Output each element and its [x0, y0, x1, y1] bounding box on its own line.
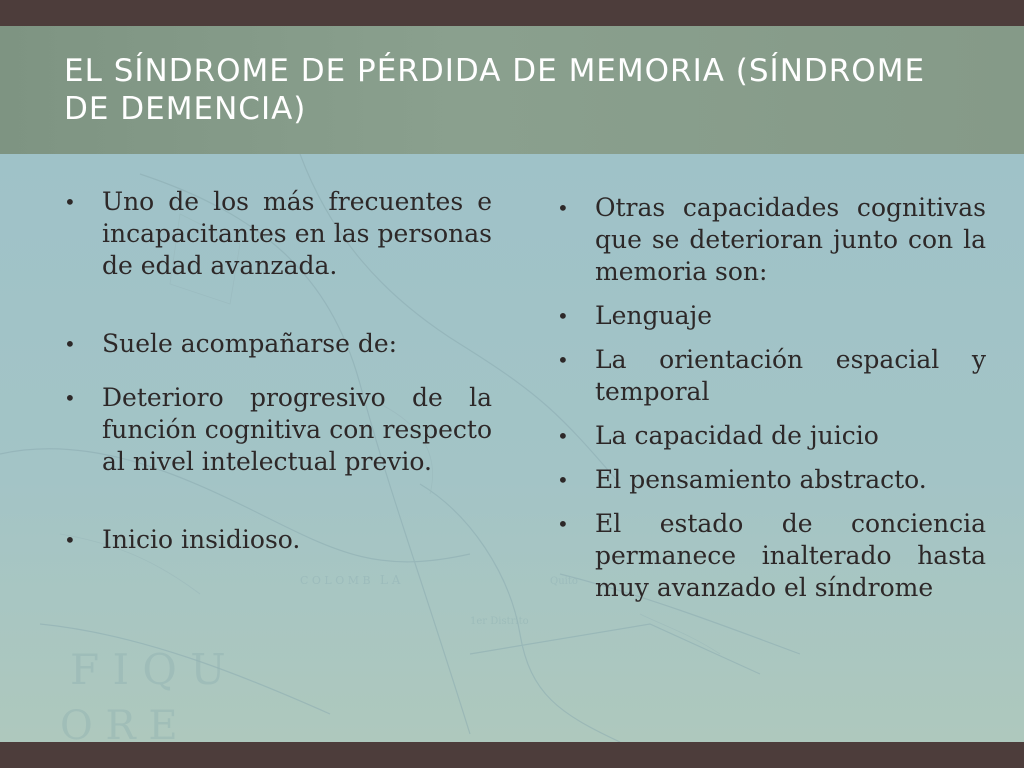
list-item-text: Uno de los más frecuentes e incapacitantes en las personas de edad avanzada.	[102, 187, 492, 280]
bullet-icon: •	[64, 528, 76, 552]
bullet-icon: •	[557, 348, 569, 372]
svg-text:O R E: O R E	[60, 703, 178, 742]
svg-text:C O L O M B: C O L O M B	[300, 574, 371, 587]
bottom-frame-bar	[0, 742, 1024, 768]
list-item	[553, 344, 986, 408]
bullet-icon: •	[64, 386, 76, 410]
bullet-icon: •	[557, 468, 569, 492]
bullet-icon: •	[557, 196, 569, 220]
list-item-text: Lenguaje	[595, 301, 713, 330]
list-item-text: Deterioro progresivo de la función cognitiva con respecto al nivel intelectual previo.	[102, 383, 492, 476]
top-frame-bar	[0, 0, 1024, 26]
svg-text:Quito: Quito	[550, 576, 578, 587]
list-item	[60, 328, 492, 360]
list-item	[60, 524, 492, 556]
slide-title: EL SÍNDROME DE PÉRDIDA DE MEMORIA (SÍNDROME DE DEMENCIA)	[64, 53, 926, 127]
list-item-text: El pensamiento abstracto.	[595, 465, 927, 494]
svg-text:1er Distrito: 1er Distrito	[470, 616, 529, 627]
list-item-text: El estado de conciencia permanece inalterado hasta muy avanzado el síndrome	[595, 509, 986, 602]
list-item	[60, 382, 492, 478]
bullet-icon: •	[64, 332, 76, 356]
bullet-icon: •	[557, 512, 569, 536]
list-item-text: La capacidad de juicio	[595, 421, 879, 450]
left-bullet-list	[60, 186, 492, 602]
list-item-text: Suele acompañarse de:	[102, 329, 398, 358]
bullet-icon: •	[557, 304, 569, 328]
list-item-text: Inicio insidioso.	[102, 525, 301, 554]
right-bullet-list	[553, 192, 986, 616]
list-item-text: Otras capacidades cognitivas que se deterioran junto con la memoria son:	[595, 193, 986, 286]
list-item	[553, 192, 986, 288]
list-item	[553, 508, 986, 604]
list-item-text: La orientación espacial y temporal	[595, 345, 986, 406]
list-item	[60, 186, 492, 282]
list-item	[553, 300, 986, 332]
svg-text:F I Q U: F I Q U	[70, 645, 226, 694]
list-item	[553, 420, 986, 452]
svg-text:L A: L A	[380, 573, 401, 587]
list-item	[553, 464, 986, 496]
bullet-icon: •	[557, 424, 569, 448]
bullet-icon: •	[64, 190, 76, 214]
